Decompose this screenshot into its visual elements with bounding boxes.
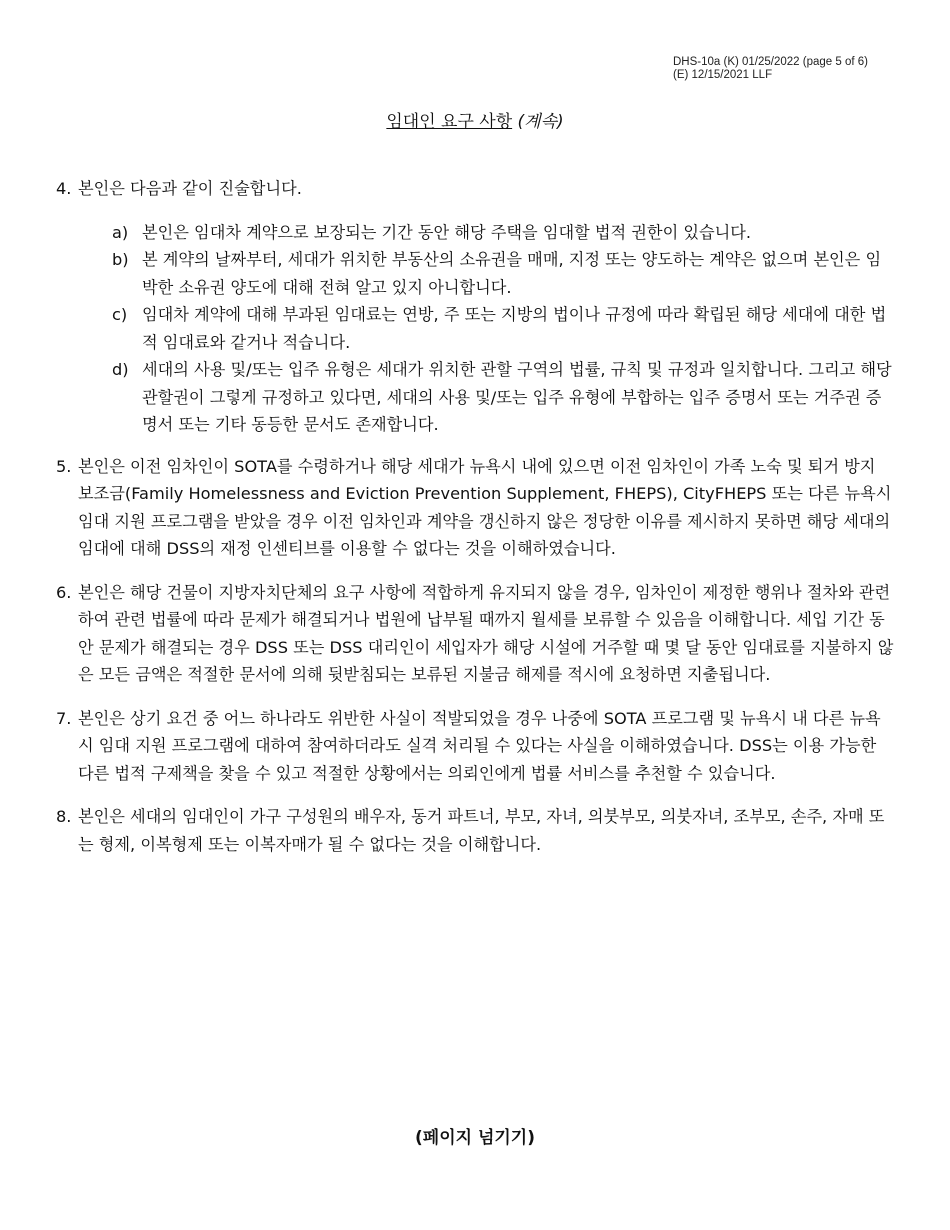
form-code-line-1: DHS-10a (K) 01/25/2022 (page 5 of 6) [673,56,868,68]
sublist-item-label: d) [112,360,129,379]
list-item-number: 6. [56,582,72,602]
list-item-5 [56,453,896,563]
sublist-item-a [112,219,896,247]
sublist-item-d [112,356,896,439]
page-title [0,110,950,134]
page-title-main: 임대인 요구 사항 [386,112,513,132]
document-body [56,175,896,874]
list-item-number: 7. [56,708,72,728]
list-item-7 [56,705,896,788]
sublist [112,219,896,439]
list-item-8 [56,803,896,858]
sublist-item-text: 본 계약의 날짜부터, 세대가 위치한 부동산의 소유권을 매매, 지정 또는 양도하는 계약은 없으며 본인은 임박한 소유권 양도에 대해 전혀 알고 있지 아니합니다. [142,250,882,297]
page-title-continued: (계속) [517,112,564,132]
sublist-item-text: 임대차 계약에 대해 부과된 임대료는 연방, 주 또는 지방의 법이나 규정에 따라 확립된 해당 세대에 대한 법적 임대료와 같거나 적습니다. [142,305,887,352]
sublist-item-text: 본인은 임대차 계약으로 보장되는 기간 동안 해당 주택을 임대할 법적 권한이 있습니다. [142,222,752,242]
list-item-text: 본인은 다음과 같이 진술합니다. [78,179,302,198]
sublist-item-label: c) [112,305,128,324]
list-item-number: 5. [56,456,72,476]
sublist-item-c [112,301,896,356]
list-item-number: 4. [56,179,72,198]
list-item-4 [56,175,896,437]
form-code-line-2: (E) 12/15/2021 LLF [673,69,773,81]
list-item-text: 본인은 이전 임차인이 SOTA를 수령하거나 해당 세대가 뉴욕시 내에 있으면 이전 임차인이 가족 노숙 및 퇴거 방지 보조금(Family Homelessness and Eviction Prevention Supplement, FHEPS), CityFHEPS 또는 다른 뉴욕시 임대 지원 프로그램을 받았을 경우 이전 임차인과 계약을 갱신하지 않은 정당한 이유를 제시하지 못하면 해당 세대의 임대에 대해 DSS의 재정 인센티브를 이용할 수 없다는 것을 이해하였습니다. [78,456,892,558]
list-item-text: 본인은 해당 건물이 지방자치단체의 요구 사항에 적합하게 유지되지 않을 경우, 임차인이 제정한 행위나 절차와 관련하여 관련 법률에 따라 문제가 해결되거나 법원에 납부될 때까지 월세를 보류할 수 있음을 이해합니다. 세입 기간 동안 문제가 해결되는 경우 DSS 또는 DSS 대리인이 세입자가 해당 시설에 거주할 때 몇 달 동안 임대료를 지불하지 않은 모든 금액은 적절한 문서에 의해 뒷받침되는 보류된 지불금 해제를 적시에 요청하면 지출됩니다. [78,582,894,684]
sublist-item-text: 세대의 사용 및/또는 입주 유형은 세대가 위치한 관할 구역의 법률, 규칙 및 규정과 일치합니다. 그리고 해당 관할권이 그렇게 규정하고 있다면, 세대의 사용 및/또는 입주 유형에 부합하는 입주 증명서 또는 거주권 증명서 또는 기타 동등한 문서도 존재합니다. [142,360,892,434]
sublist-item-b [112,246,896,301]
list-item-text: 본인은 세대의 임대인이 가구 구성원의 배우자, 동거 파트너, 부모, 자녀, 의붓부모, 의붓자녀, 조부모, 손주, 자매 또는 형제, 이복형제 또는 이복자매가 될 수 없다는 것을 이해합니다. [78,807,885,854]
list-item-text: 본인은 상기 요건 중 어느 하나라도 위반한 사실이 적발되었을 경우 나중에 SOTA 프로그램 및 뉴욕시 내 다른 뉴욕시 임대 지원 프로그램에 대하여 참여하더라도 실격 처리될 수 있다는 사실을 이해하였습니다. DSS는 이용 가능한 다른 법적 구제책을 찾을 수 있고 적절한 상황에서는 의뢰인에게 법률 서비스를 추천할 수 있습니다. [78,708,881,783]
list-item-6 [56,579,896,689]
page-turn-note: (페이지 넘기기) [415,1128,535,1148]
list-item-number: 8. [56,807,72,826]
sublist-item-label: a) [112,222,129,242]
form-code [673,56,868,82]
sublist-item-label: b) [112,250,129,269]
